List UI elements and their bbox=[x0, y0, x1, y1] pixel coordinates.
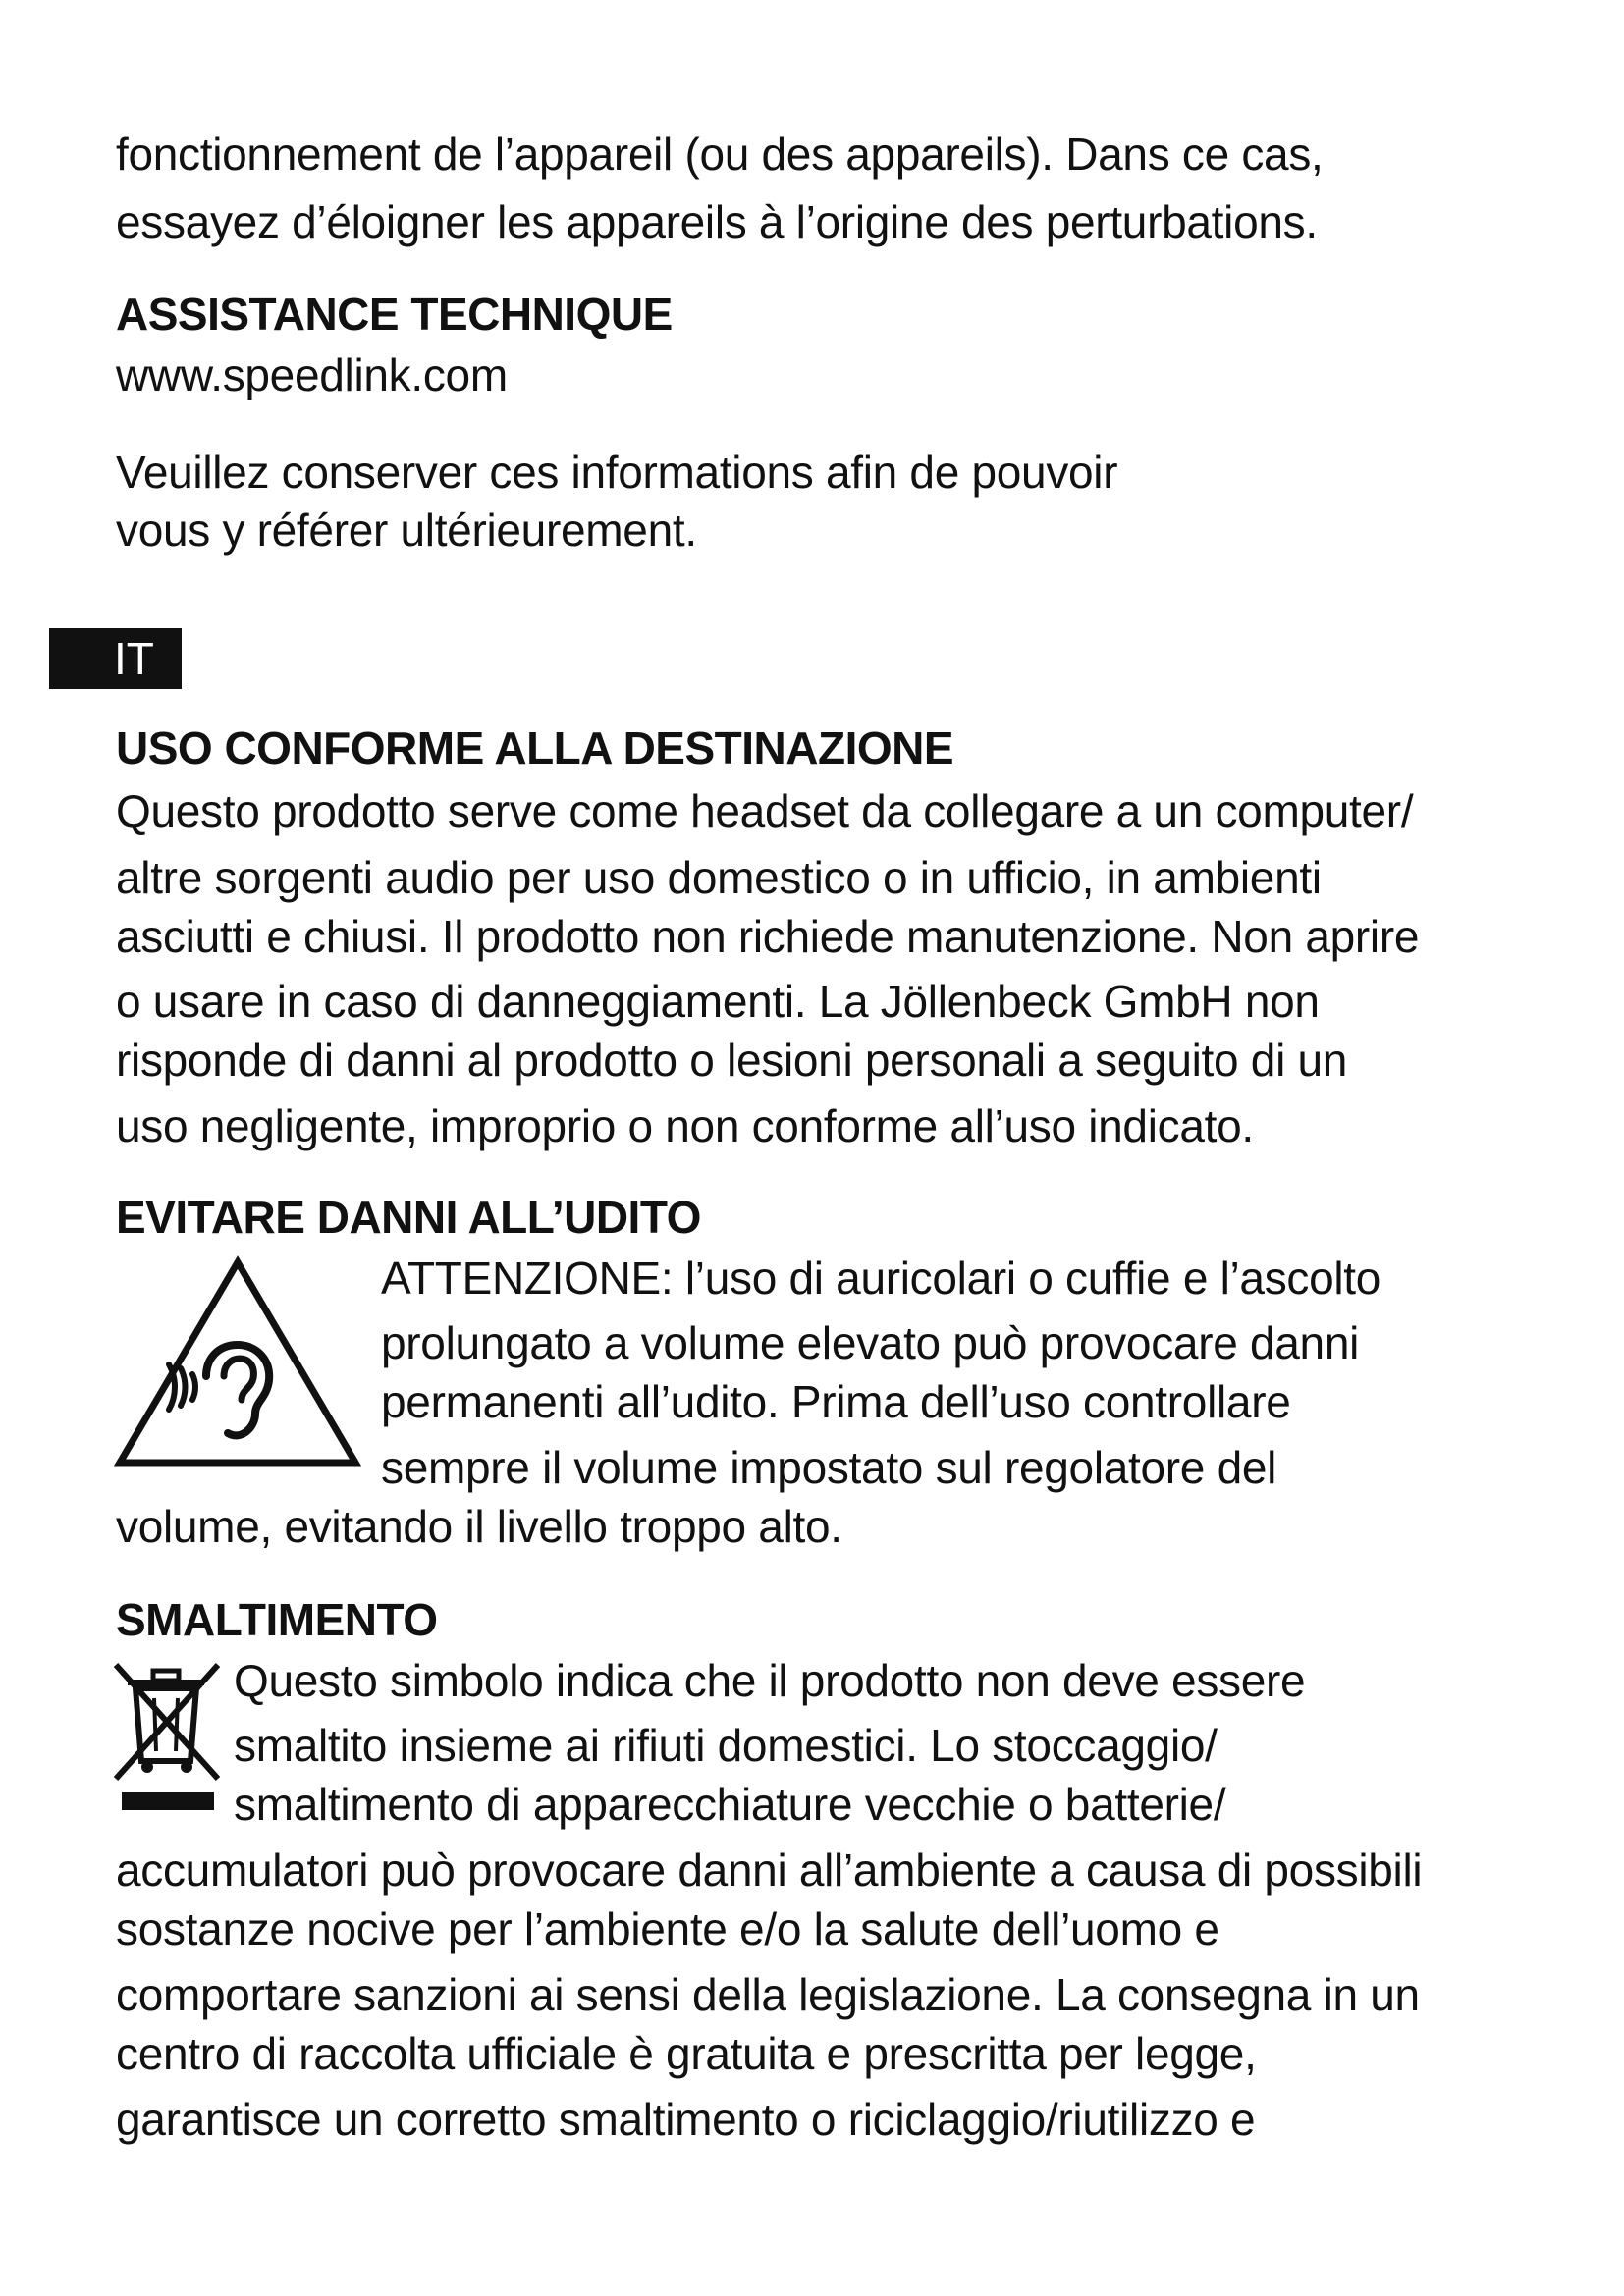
disposal-line: garantisce un corretto smaltimento o riciclaggio/riutilizzo e bbox=[116, 2094, 1256, 2145]
disposal-line: comportare sanzioni ai sensi della legislazione. La consegna in un bbox=[116, 1969, 1420, 2020]
hearing-line: ATTENZIONE: l’uso di auricolari o cuffie e l’ascolto bbox=[381, 1253, 1381, 1304]
support-note-line: vous y référer ultérieurement. bbox=[116, 505, 697, 556]
hearing-line: sempre il volume impostato sul regolatore del bbox=[381, 1442, 1277, 1493]
intended-use-line: risponde di danni al prodotto o lesioni personali a seguito di un bbox=[116, 1035, 1348, 1086]
fr-text-line: essayez d’éloigner les appareils à l’origine des perturbations. bbox=[116, 196, 1318, 247]
support-note-line: Veuillez conserver ces informations afin de pouvoir bbox=[116, 447, 1118, 498]
intended-use-heading: USO CONFORME ALLA DESTINAZIONE bbox=[116, 722, 954, 774]
disposal-line: centro di raccolta ufficiale è gratuita e prescritta per legge, bbox=[116, 2028, 1257, 2079]
hearing-warning-icon bbox=[112, 1255, 363, 1472]
disposal-line: smaltimento di apparecchiature vecchie o batterie/ bbox=[234, 1779, 1226, 1830]
disposal-line: smaltito insieme ai rifiuti domestici. Lo stoccaggio/ bbox=[234, 1720, 1218, 1771]
fr-text-line: fonctionnement de l’appareil (ou des appareils). Dans ce cas, bbox=[116, 129, 1324, 180]
intended-use-line: uso negligente, improprio o non conforme all’uso indicato. bbox=[116, 1100, 1254, 1151]
disposal-heading: SMALTIMENTO bbox=[116, 1594, 438, 1645]
hearing-heading: EVITARE DANNI ALL’UDITO bbox=[116, 1192, 701, 1243]
disposal-line: Questo simbolo indica che il prodotto non deve essere bbox=[234, 1655, 1306, 1706]
disposal-line: sostanze nocive per l’ambiente e/o la salute dell’uomo e bbox=[116, 1903, 1219, 1954]
hearing-line: prolungato a volume elevato può provocare danni bbox=[381, 1317, 1360, 1368]
intended-use-line: asciutti e chiusi. Il prodotto non richiede manutenzione. Non aprire bbox=[116, 911, 1420, 962]
language-tag: IT bbox=[49, 628, 182, 689]
intended-use-line: altre sorgenti audio per uso domestico o in ufficio, in ambienti bbox=[116, 852, 1322, 903]
crossed-bin-icon bbox=[110, 1659, 224, 1816]
hearing-line: volume, evitando il livello troppo alto. bbox=[116, 1501, 842, 1552]
disposal-line: accumulatori può provocare danni all’ambiente a causa di possibili bbox=[116, 1844, 1423, 1896]
hearing-line: permanenti all’udito. Prima dell’uso controllare bbox=[381, 1376, 1291, 1427]
intended-use-line: Questo prodotto serve come headset da collegare a un computer/ bbox=[116, 785, 1414, 836]
support-url: www.speedlink.com bbox=[116, 349, 508, 400]
support-heading: ASSISTANCE TECHNIQUE bbox=[116, 289, 673, 340]
intended-use-line: o usare in caso di danneggiamenti. La Jöllenbeck GmbH non bbox=[116, 976, 1320, 1027]
